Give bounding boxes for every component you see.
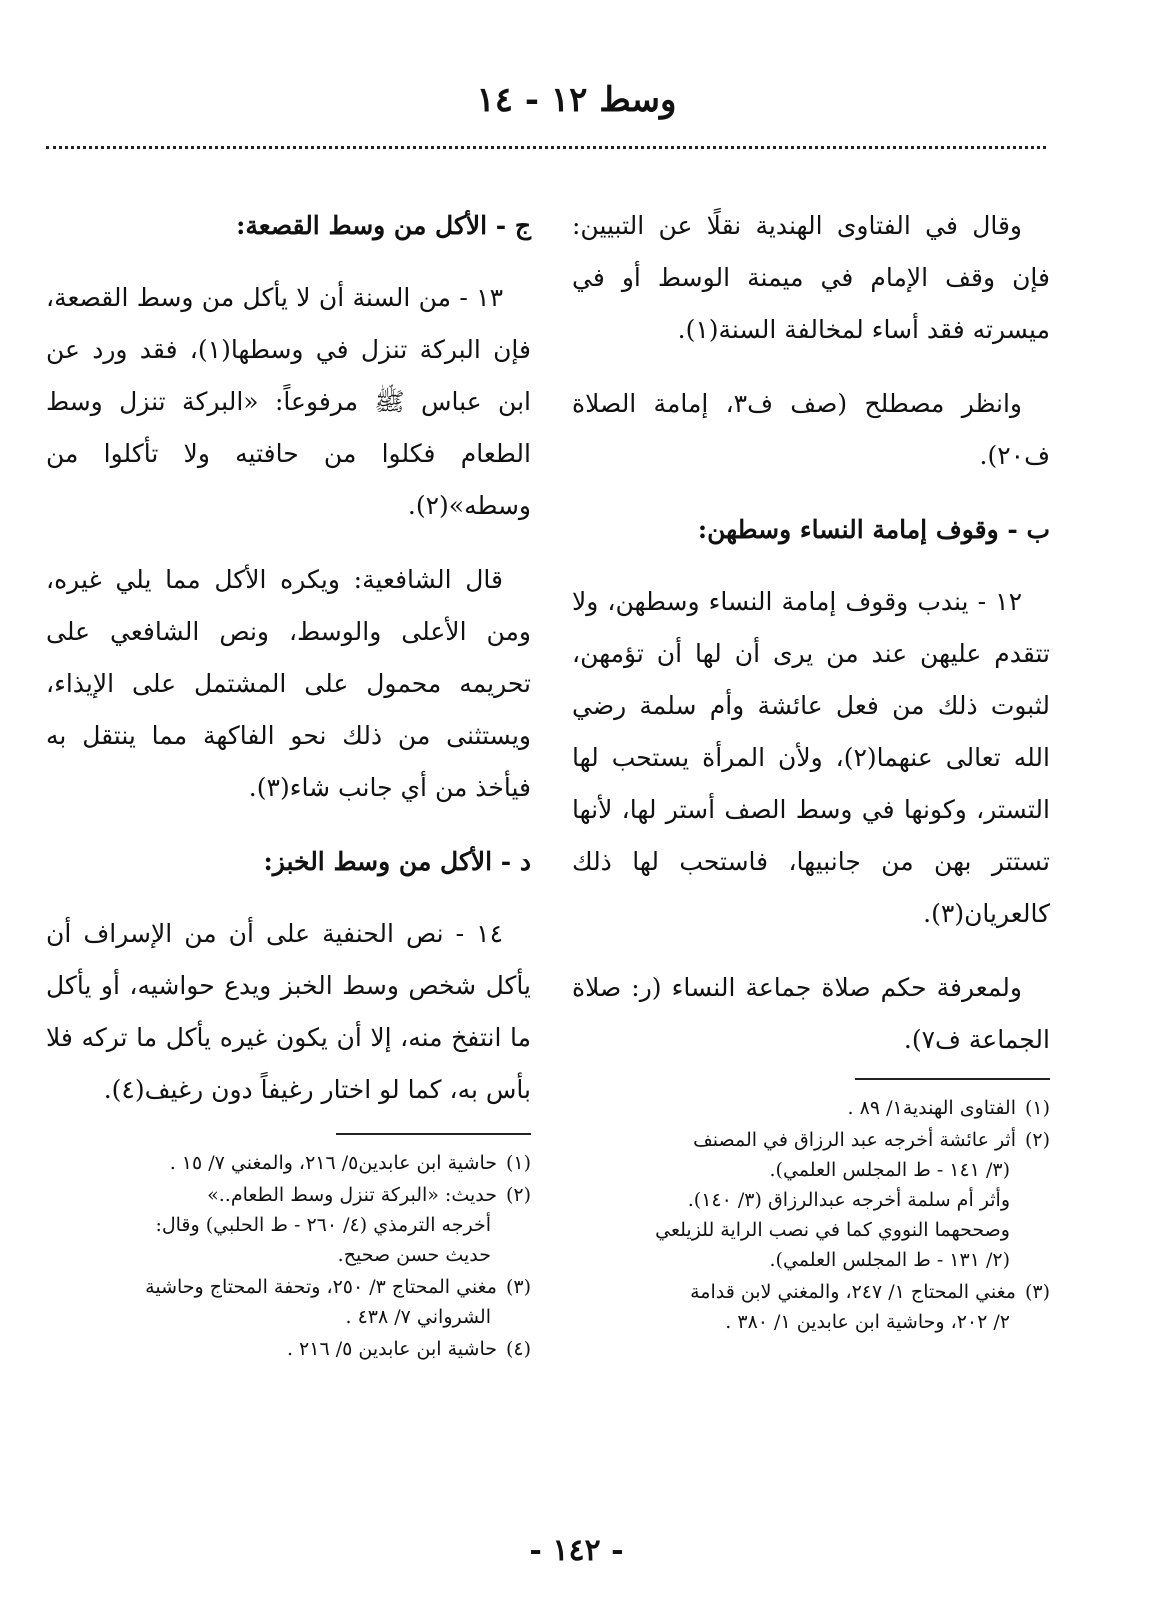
paragraph: وانظر مصطلح (صف ف٣، إمامة الصلاة ف٢٠).	[572, 389, 1050, 470]
footnote-text: وصححهما النووي كما في نصب الراية للزيلعي	[655, 1219, 1010, 1241]
paragraph: ١٢ - يندب وقوف إمامة النساء وسطهن، ولا تتقدم عليهن عند من يرى أن لها أن تؤمهن، لثبوت ذلك من فعل عائشة وأم سلمة رضي الله تعالى عنهما(٢)، ولأن المرأة يستحب لها التستر، وكونها في وسط الصف أستر لها، لأنها تستتر بهن من جانبيها، فاستحب لها ذلك كالعريان(٣).	[572, 587, 1050, 928]
header-dotted-divider	[46, 146, 1046, 149]
footnote-text: مغني المحتاج ٣/ ٢٥٠، وتحفة المحتاج وحاشية	[145, 1276, 497, 1298]
footnote	[572, 1093, 1050, 1123]
paragraph: وقال في الفتاوى الهندية نقلًا عن التبيين: فإن وقف الإمام في ميمنة الوسط أو في ميسرته فقد أساء لمخالفة السنة(١).	[572, 211, 1050, 344]
footnote-number: (٤)	[505, 1338, 531, 1360]
footnote-divider	[855, 1078, 1050, 1080]
page-number: - ١٤٢ -	[529, 1533, 624, 1568]
footnote	[46, 1334, 531, 1364]
footnote-number: (١)	[505, 1152, 531, 1174]
paragraph: ولمعرفة حكم صلاة جماعة النساء (ر: صلاة الجماعة ف٧).	[572, 973, 1050, 1054]
section-heading-b: ب - وقوف إمامة النساء وسطهن:	[697, 515, 1050, 544]
footnote-number: (٣)	[1024, 1281, 1050, 1303]
footnote-text: حديث: «البركة تنزل وسط الطعام..»	[207, 1184, 497, 1206]
footnote-text: أثر عائشة أخرجه عبد الرزاق في المصنف	[693, 1129, 1016, 1151]
paragraph: ١٣ - من السنة أن لا يأكل من وسط القصعة، فإن البركة تنزل في وسطها(١)، فقد ورد عن ابن عباس ﷺ مرفوعاً: «البركة تنزل وسط الطعام فكلوا من حافتيه ولا تأكلوا من وسطه»(٢).	[46, 283, 532, 520]
footnote-text: مغني المحتاج ١/ ٢٤٧، والمغني لابن قدامة	[690, 1281, 1016, 1303]
footnotes-left	[46, 1148, 531, 1366]
section-heading-c: ج - الأكل من وسط القصعة:	[236, 211, 531, 240]
footnote-text: ٢/ ٢٠٢، وحاشية ابن عابدين ١/ ٣٨٠ .	[725, 1311, 1010, 1333]
section-heading-d: د - الأكل من وسط الخبز:	[263, 847, 531, 876]
footnote-text: الفتاوى الهندية١/ ٨٩ .	[847, 1097, 1016, 1119]
footnote-text: (٣/ ١٤١ - ط المجلس العلمي).	[769, 1159, 1010, 1181]
footnote-divider	[336, 1133, 531, 1135]
left-column	[46, 200, 531, 1138]
footnote-number: (٢)	[505, 1184, 531, 1206]
footnote	[572, 1125, 1050, 1275]
footnote-text: حديث حسن صحيح.	[337, 1244, 491, 1266]
footnote-number: (١)	[1024, 1097, 1050, 1119]
footnote-number: (٢)	[1024, 1129, 1050, 1151]
footnotes-right	[572, 1093, 1050, 1339]
footnote-text: أخرجه الترمذي (٤/ ٢٦٠ - ط الحلبي) وقال:	[155, 1214, 491, 1236]
footnote-text: حاشية ابن عابدين ٥/ ٢١٦ .	[286, 1338, 497, 1360]
paragraph: قال الشافعية: ويكره الأكل مما يلي غيره، ومن الأعلى والوسط، ونص الشافعي على تحريمه محمول على المشتمل على الإيذاء، ويستثنى من ذلك نحو الفاكهة مما ينتقل به فيأخذ من أي جانب شاء(٣).	[46, 565, 531, 802]
footnote-text: الشرواني ٧/ ٤٣٨ .	[345, 1306, 491, 1328]
footnote-text: (٢/ ١٣١ - ط المجلس العلمي).	[769, 1249, 1010, 1271]
footnote	[46, 1148, 531, 1178]
footnote	[46, 1272, 531, 1332]
paragraph: ١٤ - نص الحنفية على أن من الإسراف أن يأكل شخص وسط الخبز ويدع حواشيه، أو يأكل ما انتفخ منه، إلا أن يكون غيره يأكل ما تركه فلا بأس به، كما لو اختار رغيفاً دون رغيف(٤).	[46, 919, 531, 1104]
footnote-text: وأثر أم سلمة أخرجه عبدالرزاق (٣/ ١٤٠).	[687, 1189, 1010, 1211]
footnote	[46, 1180, 531, 1270]
right-column	[572, 200, 1050, 1088]
footnote	[572, 1277, 1050, 1337]
page-header-title: وسط ١٢ - ١٤	[476, 80, 677, 120]
footnote-number: (٣)	[505, 1276, 531, 1298]
footnote-text: حاشية ابن عابدين٥/ ٢١٦، والمغني ٧/ ١٥ .	[169, 1152, 497, 1174]
